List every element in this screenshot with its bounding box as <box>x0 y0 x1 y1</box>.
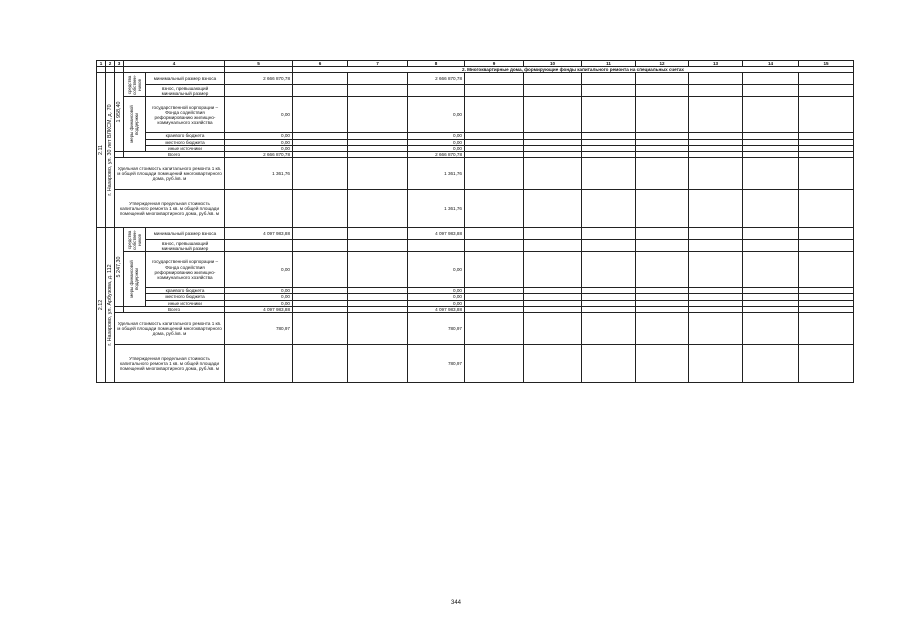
row-label-local: местного бюджета <box>146 139 225 145</box>
value-col-9 <box>465 85 524 97</box>
fin-support-label <box>124 252 146 307</box>
value-col-12 <box>636 345 689 383</box>
value-col-6 <box>293 73 348 85</box>
value-col-7 <box>348 345 408 383</box>
row-label-excess-contrib: взнос, превышающий минимальный размер <box>146 85 225 97</box>
table-row <box>97 252 854 288</box>
value-col-15 <box>799 240 854 252</box>
value-col-7 <box>348 190 408 228</box>
value-col-10 <box>524 345 582 383</box>
row-label-local: местного бюджета <box>146 294 225 300</box>
own-funds-label <box>124 228 146 252</box>
record-number <box>97 73 106 228</box>
record-address <box>106 228 115 383</box>
value-col-15 <box>799 190 854 228</box>
value-col-8: 0,00 <box>408 288 465 294</box>
row-label-total: Всего <box>124 306 225 312</box>
record-area-text: 5 247,30 <box>116 256 122 278</box>
value-col-5: 0,00 <box>225 300 293 306</box>
record-area-text: 1 958,40 <box>116 101 122 123</box>
value-col-13 <box>689 190 743 228</box>
value-col-15 <box>799 228 854 240</box>
value-col-5 <box>225 190 293 228</box>
col-header-14: 14 <box>743 61 799 67</box>
table-row <box>97 158 854 190</box>
record-area <box>115 73 124 152</box>
row-label-unit-cost: Удельная стоимость капитального ремонта 1 кв. м общей площади помещений многоквартирного дома, руб./кв. м <box>115 313 225 345</box>
table-row <box>97 240 854 252</box>
value-col-14 <box>743 240 799 252</box>
value-col-13 <box>689 240 743 252</box>
capital-repair-table <box>96 60 854 383</box>
value-col-12 <box>636 85 689 97</box>
value-col-6 <box>293 240 348 252</box>
value-col-12 <box>636 228 689 240</box>
value-col-9 <box>465 228 524 240</box>
value-col-10 <box>524 190 582 228</box>
value-col-8: 2 666 870,78 <box>408 152 465 158</box>
value-col-5: 780,97 <box>225 313 293 345</box>
fin-support-label-text: меры финансовой поддержки <box>128 105 139 143</box>
table-row <box>97 73 854 85</box>
value-col-9 <box>465 313 524 345</box>
value-col-9 <box>465 97 524 133</box>
value-col-5: 0,00 <box>225 139 293 145</box>
value-col-8: 0,00 <box>408 133 465 139</box>
value-col-13 <box>689 313 743 345</box>
value-col-10 <box>524 240 582 252</box>
value-col-8: 780,97 <box>408 345 465 383</box>
own-funds-label <box>124 73 146 97</box>
value-col-11 <box>582 313 636 345</box>
value-col-11 <box>582 158 636 190</box>
value-col-5: 0,00 <box>225 97 293 133</box>
value-col-5: 2 666 870,78 <box>225 152 293 158</box>
value-col-8: 780,97 <box>408 313 465 345</box>
value-col-12 <box>636 158 689 190</box>
row-label-approved-cost: Утвержденная предельная стоимость капитального ремонта 1 кв. м общей площади помещений многоквартирного дома, руб./кв. м <box>115 190 225 228</box>
value-col-8: 4 097 983,88 <box>408 228 465 240</box>
col-header-8: 8 <box>408 61 465 67</box>
value-col-11 <box>582 190 636 228</box>
value-col-15 <box>799 158 854 190</box>
col-header-7: 7 <box>348 61 408 67</box>
value-col-8: 1 361,76 <box>408 190 465 228</box>
value-col-8: 0,00 <box>408 252 465 288</box>
value-col-15 <box>799 73 854 85</box>
value-col-5: 0,00 <box>225 252 293 288</box>
value-col-12 <box>636 97 689 133</box>
value-col-10 <box>524 97 582 133</box>
value-col-8 <box>408 85 465 97</box>
record-address <box>106 73 115 228</box>
value-col-8: 0,00 <box>408 294 465 300</box>
value-col-14 <box>743 313 799 345</box>
value-col-5: 0,00 <box>225 294 293 300</box>
value-col-14 <box>743 85 799 97</box>
value-col-9 <box>465 345 524 383</box>
table-row <box>97 97 854 133</box>
value-col-5: 0,00 <box>225 145 293 151</box>
col-header-13: 13 <box>689 61 743 67</box>
value-col-14 <box>743 73 799 85</box>
row-label-total: Всего <box>124 152 225 158</box>
value-col-15 <box>799 345 854 383</box>
value-col-12 <box>636 73 689 85</box>
value-col-11 <box>582 240 636 252</box>
col-header-1: 1 <box>97 61 106 67</box>
value-col-7 <box>348 240 408 252</box>
value-col-8: 0,00 <box>408 139 465 145</box>
row-label-fund: государственной корпорации – Фонда содействия реформированию жилищно-коммунального хозяйства <box>146 97 225 133</box>
value-col-7 <box>348 73 408 85</box>
value-col-13 <box>689 73 743 85</box>
value-col-13 <box>689 85 743 97</box>
value-col-5: 0,00 <box>225 133 293 139</box>
value-col-8: 0,00 <box>408 300 465 306</box>
value-col-6 <box>293 252 348 288</box>
col-header-5: 5 <box>225 61 293 67</box>
value-col-7 <box>348 313 408 345</box>
table-row <box>97 190 854 228</box>
own-funds-label-text: средства собствен-ников <box>126 74 141 95</box>
value-col-11 <box>582 73 636 85</box>
row-label-regional: краевого бюджета <box>146 288 225 294</box>
table-row <box>97 85 854 97</box>
value-col-12 <box>636 240 689 252</box>
record-area <box>115 228 124 307</box>
row-label-excess-contrib: взнос, превышающий минимальный размер <box>146 240 225 252</box>
value-col-8 <box>408 240 465 252</box>
value-col-10 <box>524 158 582 190</box>
value-col-9 <box>465 190 524 228</box>
value-col-9 <box>465 73 524 85</box>
value-col-8: 0,00 <box>408 97 465 133</box>
col-header-11: 11 <box>582 61 636 67</box>
value-col-8: 1 361,76 <box>408 158 465 190</box>
col-header-15: 15 <box>799 61 854 67</box>
value-col-14 <box>743 252 799 288</box>
value-col-5: 4 097 983,88 <box>225 228 293 240</box>
row-label-approved-cost: Утвержденная предельная стоимость капитального ремонта 1 кв. м общей площади помещений многоквартирного дома, руб./кв. м <box>115 345 225 383</box>
value-col-5 <box>225 240 293 252</box>
row-label-other: иные источники <box>146 300 225 306</box>
value-col-5: 2 666 870,78 <box>225 73 293 85</box>
value-col-6 <box>293 158 348 190</box>
value-col-15 <box>799 85 854 97</box>
value-col-15 <box>799 97 854 133</box>
value-col-12 <box>636 313 689 345</box>
row-label-min-contrib: минимальный размер взноса <box>146 73 225 85</box>
value-col-5 <box>225 85 293 97</box>
value-col-11 <box>582 85 636 97</box>
own-funds-label-text: средства собствен-ников <box>126 229 141 250</box>
value-col-14 <box>743 345 799 383</box>
value-col-14 <box>743 158 799 190</box>
value-col-10 <box>524 252 582 288</box>
value-col-10 <box>524 73 582 85</box>
value-col-7 <box>348 228 408 240</box>
table-row <box>97 313 854 345</box>
table-row <box>97 228 854 240</box>
page-number: 344 <box>451 600 462 606</box>
record-number-text: 2.11 <box>98 145 104 156</box>
value-col-11 <box>582 252 636 288</box>
record-number-text: 2.12 <box>98 299 104 311</box>
value-col-5: 4 097 983,88 <box>225 306 293 312</box>
value-col-13 <box>689 97 743 133</box>
value-col-11 <box>582 228 636 240</box>
value-col-5: 1 361,76 <box>225 158 293 190</box>
value-col-7 <box>348 252 408 288</box>
record-address-text: г. Назарово, ул. 30 лет ВЛКСМ, д. 70 <box>107 104 113 196</box>
row-label-regional: краевого бюджета <box>146 133 225 139</box>
table-row <box>97 345 854 383</box>
value-col-15 <box>799 313 854 345</box>
value-col-8: 2 666 870,78 <box>408 73 465 85</box>
value-col-13 <box>689 252 743 288</box>
value-col-14 <box>743 190 799 228</box>
value-col-10 <box>524 85 582 97</box>
value-col-14 <box>743 228 799 240</box>
value-col-9 <box>465 240 524 252</box>
value-col-5: 0,00 <box>225 288 293 294</box>
value-col-12 <box>636 190 689 228</box>
fin-support-label-text: меры финансовой поддержки <box>128 260 139 298</box>
value-col-9 <box>465 158 524 190</box>
value-col-8: 0,00 <box>408 145 465 151</box>
value-col-6 <box>293 313 348 345</box>
value-col-10 <box>524 313 582 345</box>
value-col-5 <box>225 345 293 383</box>
row-label-unit-cost: Удельная стоимость капитального ремонта 1 кв. м общей площади помещений многоквартирного дома, руб./кв. м <box>115 158 225 190</box>
col-header-10: 10 <box>524 61 582 67</box>
value-col-6 <box>293 97 348 133</box>
row-label-other: иные источники <box>146 145 225 151</box>
value-col-14 <box>743 97 799 133</box>
col-header-9: 9 <box>465 61 524 67</box>
section-title: 2. Многоквартирные дома, формирующие фонды капитального ремонта на специальных счетах <box>293 67 854 73</box>
value-col-6 <box>293 190 348 228</box>
col-header-12: 12 <box>636 61 689 67</box>
col-header-4: 4 <box>124 61 225 67</box>
col-header-6: 6 <box>293 61 348 67</box>
value-col-6 <box>293 85 348 97</box>
value-col-8: 4 097 983,88 <box>408 306 465 312</box>
value-col-10 <box>524 228 582 240</box>
value-col-6 <box>293 228 348 240</box>
value-col-13 <box>689 228 743 240</box>
value-col-7 <box>348 158 408 190</box>
row-label-fund: государственной корпорации – Фонда содействия реформированию жилищно-коммунального хозяйства <box>146 252 225 288</box>
value-col-11 <box>582 97 636 133</box>
value-col-11 <box>582 345 636 383</box>
fin-support-label <box>124 97 146 152</box>
value-col-7 <box>348 97 408 133</box>
value-col-6 <box>293 345 348 383</box>
row-label-min-contrib: минимальный размер взноса <box>146 228 225 240</box>
value-col-12 <box>636 252 689 288</box>
value-col-7 <box>348 85 408 97</box>
value-col-15 <box>799 252 854 288</box>
value-col-9 <box>465 252 524 288</box>
col-header-3: 3 <box>115 61 124 67</box>
col-header-2: 2 <box>106 61 115 67</box>
value-col-13 <box>689 345 743 383</box>
value-col-13 <box>689 158 743 190</box>
record-number <box>97 228 106 383</box>
record-address-text: г. Назарово, ул. Арбузова, д. 112 <box>107 264 113 346</box>
